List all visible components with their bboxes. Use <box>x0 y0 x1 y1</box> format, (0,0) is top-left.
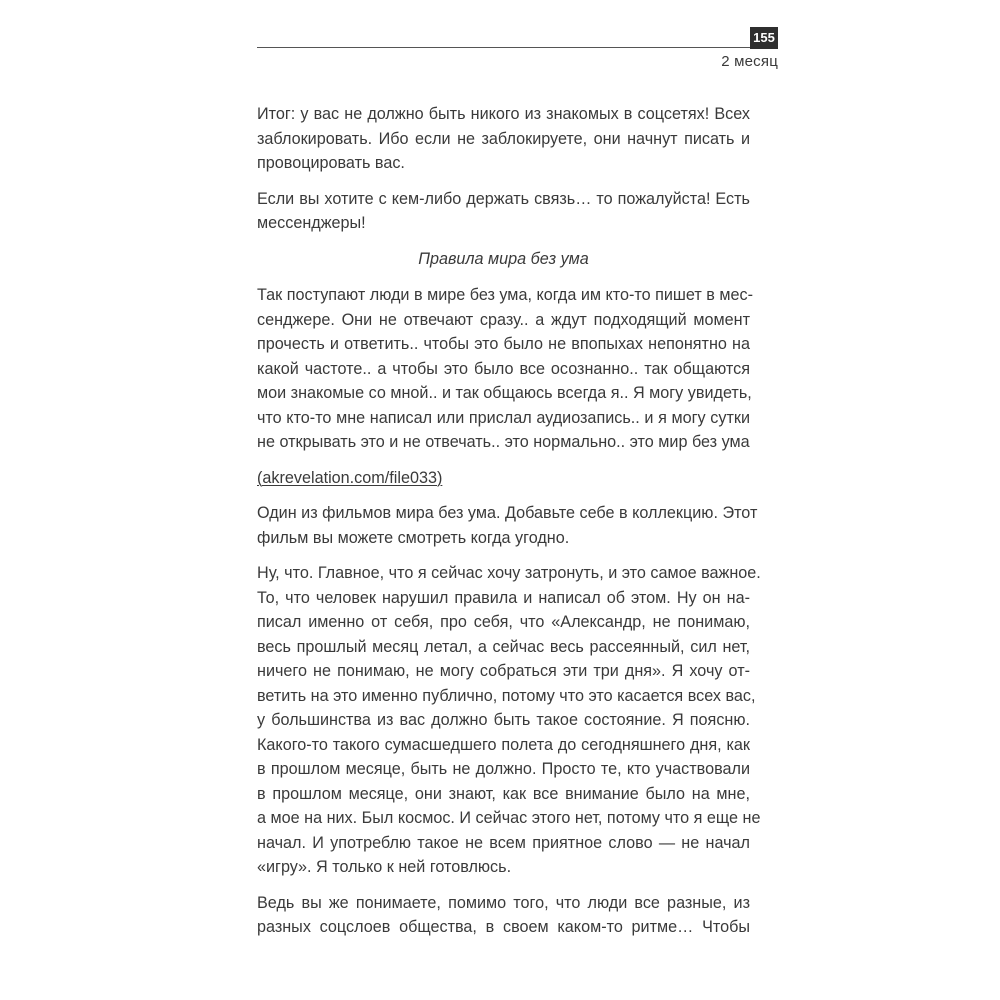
paragraph <box>257 466 750 491</box>
text-line: разных соцслоев общества, в своем каком-то ритме… Чтобы <box>257 918 750 936</box>
text-line: а мое на них. Был космос. И сейчас этого нет, потому что я еще не <box>257 809 761 827</box>
file-link[interactable]: (akrevelation.com/file033) <box>257 468 443 487</box>
text-line: начал. И употреблю такое не всем приятное слово — не начал <box>257 833 750 852</box>
text-line: «игру». Я только к ней готовлюсь. <box>257 858 512 876</box>
text-line: Ведь вы же понимаете, помимо того, что люди все разные, из <box>257 893 750 912</box>
text-line: мои знакомые со мной.. и так общаюсь всегда я.. Я могу увидеть, <box>257 384 752 402</box>
section-heading: Правила мира без ума <box>418 249 589 268</box>
page-body <box>257 102 761 951</box>
running-head: 2 месяц <box>721 53 778 70</box>
text-line: сенджере. Они не отвечают сразу.. а ждут подходящий момент <box>257 310 750 329</box>
text-line: ветить на это именно публично, потому что это касается всех вас, <box>257 686 756 705</box>
text-line: Ну, что. Главное, что я сейчас хочу затронуть, и это самое важное. <box>257 564 761 582</box>
text-line: Итог: у вас не должно быть никого из знакомых в соцсетях! Всех <box>257 105 750 123</box>
paragraph <box>257 187 750 236</box>
paragraph <box>257 501 758 550</box>
text-line: весь прошлый месяц летал, а сейчас весь рассеянный, сил нет, <box>257 637 750 656</box>
text-line: Один из фильмов мира без ума. Добавьте себе в коллекцию. Этот <box>257 504 758 522</box>
text-line: писал именно от себя, про себя, что «Александр, не понимаю, <box>257 613 750 631</box>
text-line: То, что человек нарушил правила и написал об этом. Ну он на- <box>257 588 750 607</box>
paragraph <box>257 561 761 880</box>
text-line: мессенджеры! <box>257 214 366 232</box>
header-rule <box>257 47 750 48</box>
text-line: Так поступают люди в мире без ума, когда им кто-то пишет в мес- <box>257 286 754 304</box>
text-line: заблокировать. Ибо если не заблокируете, они начнут писать и <box>257 129 750 148</box>
text-line: Если вы хотите с кем-либо держать связь… то пожалуйста! Есть <box>257 189 750 208</box>
text-line: прочесть и ответить.. чтобы это было не впопыхах непонятно на <box>257 335 750 353</box>
text-line: фильм вы можете смотреть когда угодно. <box>257 528 570 547</box>
text-line: что кто-то мне написал или прислал аудиозапись.. и я могу сутки <box>257 408 750 427</box>
text-line: какой частоте.. а чтобы это было все осознанно.. так общаются <box>257 359 750 378</box>
text-line: ничего не понимаю, не могу собраться эти три дня». Я хочу от- <box>257 662 750 680</box>
text-line: в прошлом месяце, они знают, как все внимание было на мне, <box>257 784 750 803</box>
text-line: у большинства из вас должно быть такое состояние. Я поясню. <box>257 711 750 729</box>
paragraph <box>257 891 750 940</box>
paragraph <box>257 102 750 176</box>
text-line: в прошлом месяце, быть не должно. Просто те, кто участвовали <box>257 760 750 778</box>
text-line: провоцировать вас. <box>257 154 405 172</box>
paragraph <box>257 283 754 455</box>
text-line: не открывать это и не отвечать.. это нормально.. это мир без ума <box>257 433 750 451</box>
page-number: 155 <box>750 27 778 49</box>
text-line: Какого-то такого сумасшедшего полета до сегодняшнего дня, как <box>257 735 750 754</box>
